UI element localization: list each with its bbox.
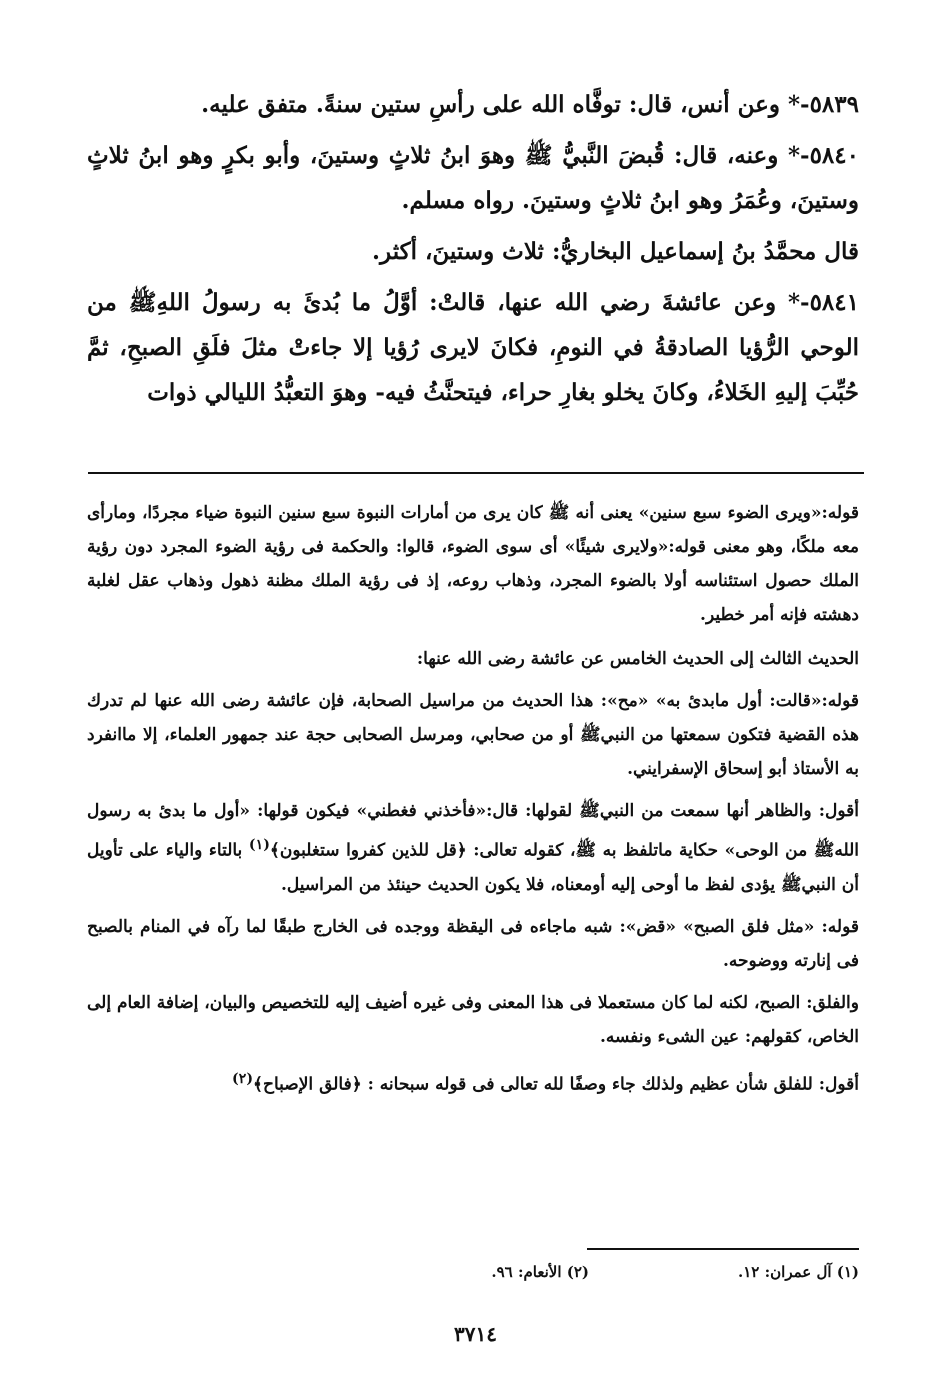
page-number: ٣٧١٤ xyxy=(454,1322,497,1346)
quran-quote: ﴿فالق الإصباح﴾ xyxy=(253,1074,362,1095)
commentary-paragraph xyxy=(87,794,859,902)
bukhari-note: قال محمَّدُ بنُ إسماعيل البخاريُّ: ثلاث وستينَ، أكثر. xyxy=(372,238,859,265)
commentary-paragraph xyxy=(87,1062,859,1102)
commentary-paragraph: والفلق: الصبح، لكنه لما كان مستعملا فى هذا المعنى وفى غيره أضيف إليه للتخصيص والبيان، إضافة العام إلى الخاص، كقولهم: عين الشىء ونفسه. xyxy=(87,992,859,1047)
hadith-5839: ٥٨٣٩-* وعن أنس، قال: توفَّاه الله على رأسِ ستين سنةً. متفق عليه. xyxy=(201,91,859,118)
quran-quote: ﴿قل للذين كفروا ستغلبون﴾ xyxy=(269,840,467,861)
commentary-paragraph: قوله: «مثل فلق الصبح» «قض»: شبه ماجاءه فى اليقظة ووجده فى الخارج طبقًا لما رآه في المنام بالصبح فى إنارته ووضوحه. xyxy=(87,916,859,971)
commentary-text: أقول: للفلق شأن عظيم ولذلك جاء وصفًا لله تعالى فى قوله سبحانه : xyxy=(361,1074,859,1095)
commentary-paragraph: قوله:«قالت: أول مابدئ به» «مح»: هذا الحديث من مراسيل الصحابة، فإن عائشة رضى الله عنها لم تدرك هذه القضية فتكون سمعتها من النبيﷺ أو من صحابي، ومرسل الصحابى حجة عند جمهور العلماء، إلا ماانفرد به الأستاذ أبو إسحاق الإسفرايني. xyxy=(87,691,859,779)
footnote-1: (١) آل عمران: ١٢. xyxy=(738,1263,859,1281)
section-divider xyxy=(88,472,864,474)
hadith-text xyxy=(87,82,859,415)
commentary-text: أقول: والظاهر أنها سمعت من النبيﷺ لقولها: قال:«فأخذني فغطني» فيكون قولها: «أول ما بدئ به رسول اللهﷺ من الوحى» حكاية ماتلفظ به ﷺ، كقوله تعالى: xyxy=(87,801,860,861)
footnote-ref: (٢) xyxy=(232,1070,254,1087)
commentary-text: بالتاء والياء على تأويل أن النبيﷺ يؤدى لفظ ما أوحى إليه أومعناه، فلا يكون الحديث حينئذ من المراسيل. xyxy=(87,840,859,895)
footnote-2: (٢) الأنعام: ٩٦. xyxy=(491,1263,589,1281)
commentary-paragraph: قوله:«ويرى الضوء سبع سنين» يعنى أنه ﷺ كان يرى من أمارات النبوة سبع سنين النبوة ضياء مجردًا، ومارأى معه ملكًا، وهو معنى قوله:«ولايرى شيئًا» أى سوى الضوء، قالوا: والحكمة فى رؤية الضوء المجرد دون رؤية الملك حصول استئناسه أولا بالضوء المجرد، وذهاب روعه، إذ فى رؤية الملك مظنة ذهول وذهاب عقل لغلبة دهشته فإنه أمر خطير. xyxy=(87,503,859,625)
commentary xyxy=(87,496,859,1101)
commentary-heading: الحديث الثالث إلى الحديث الخامس عن عائشة رضى الله عنها: xyxy=(416,649,859,669)
footnote-ref: (١) xyxy=(248,837,270,853)
hadith-5840: ٥٨٤٠-* وعنه، قال: قُبضَ النَّبيُّ ﷺ وهوَ ابنُ ثلاثٍ وستينَ، وأبو بكرٍ وهو ابنُ ثلاثٍ وستينَ، وعُمَرُ وهو ابنُ ثلاثٍ وستينَ. رواه مسلم. xyxy=(87,142,859,214)
hadith-5841: ٥٨٤١-* وعن عائشةَ رضي الله عنها، قالتْ: أوَّلُ ما بُدئَ به رسولُ اللهِﷺ من الوحي الرُّؤيا الصادقةُ في النومِ، فكانَ لايرى رُؤيا إلا جاءتْ مثلَ فلَقِ الصبحِ، ثمَّ حُبِّبَ إليهِ الخَلاءُ، وكانَ يخلو بغارِ حراء، فيتحنَّثُ فيه- وهوَ التعبُّدُ الليالي ذوات xyxy=(87,289,859,406)
footnote-divider xyxy=(587,1248,859,1250)
